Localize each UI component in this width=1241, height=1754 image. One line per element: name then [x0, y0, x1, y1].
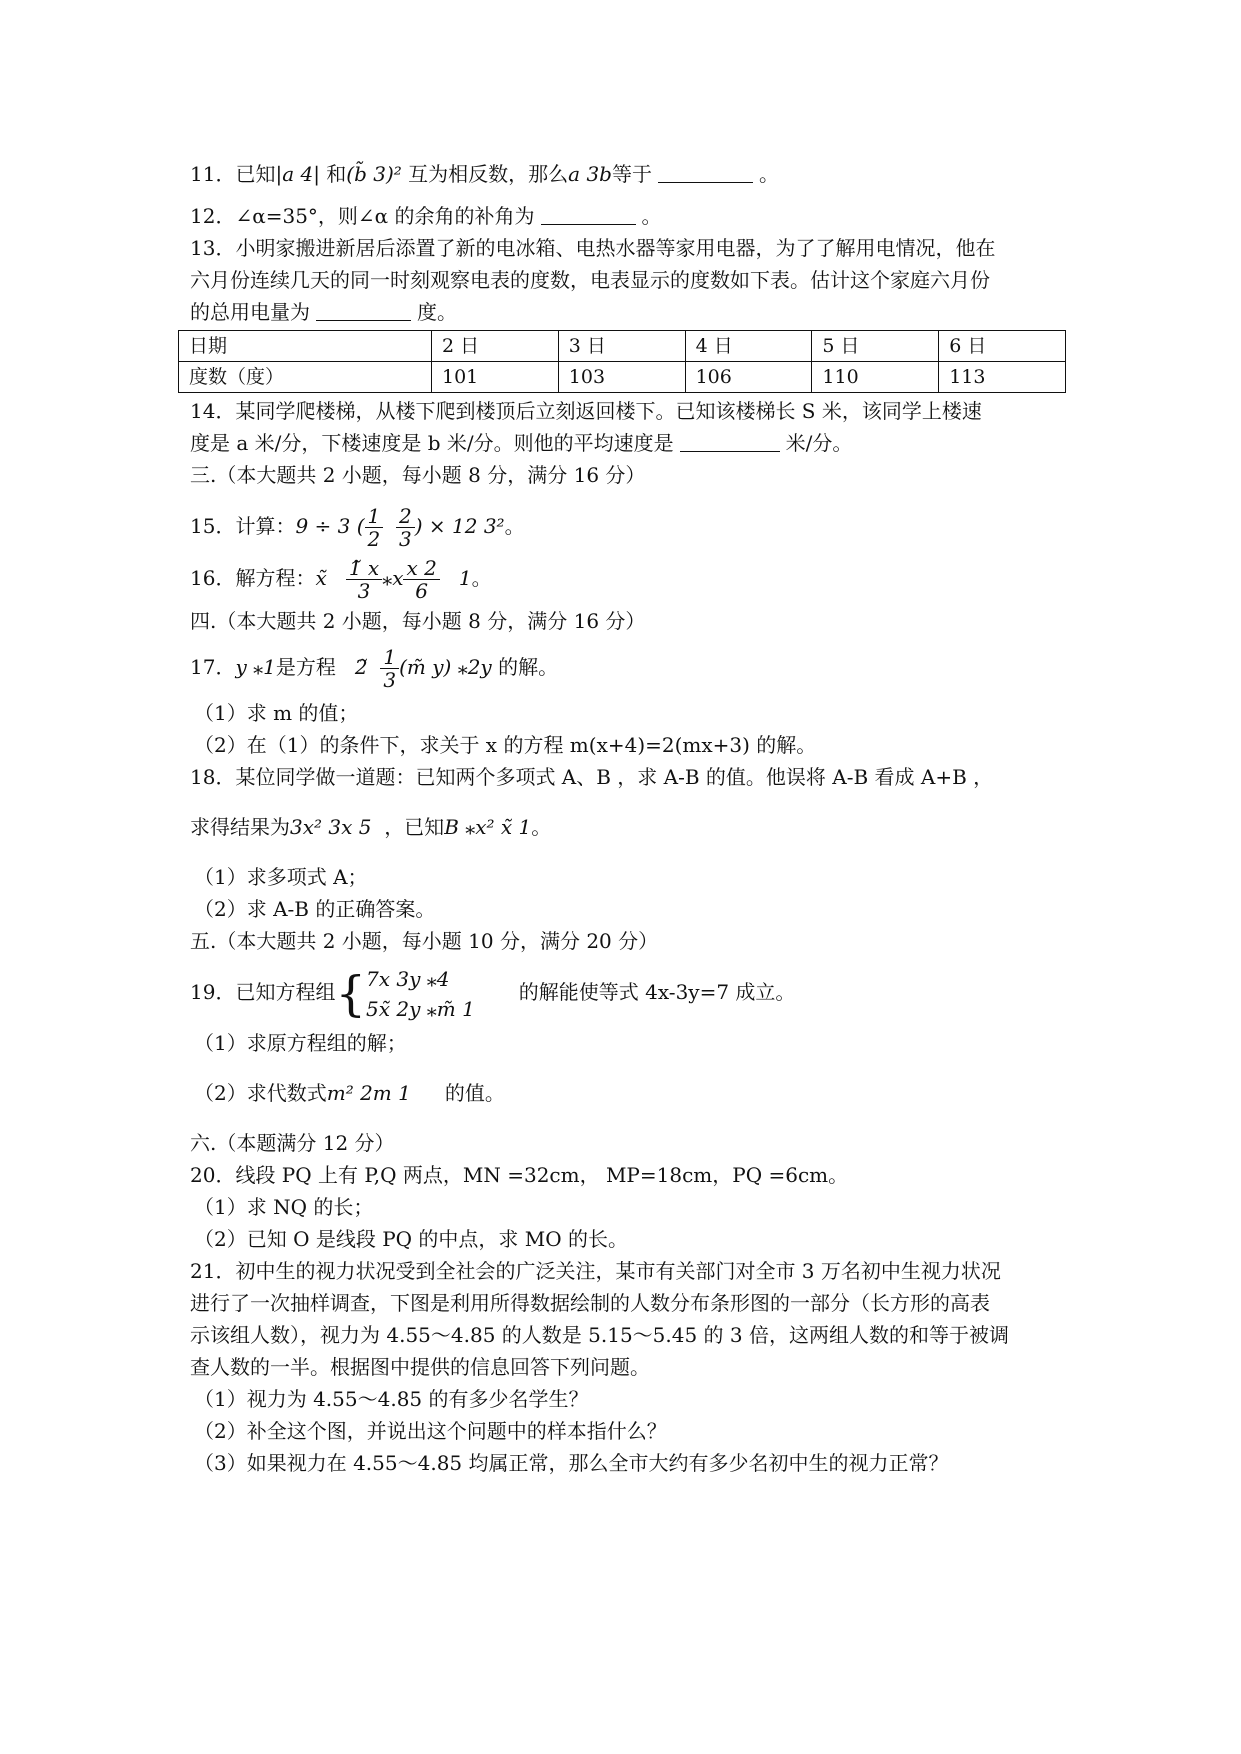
- denominator: 6: [415, 579, 429, 603]
- table-cell: 度数（度）: [179, 362, 432, 393]
- q12-answer-blank[interactable]: [541, 202, 636, 225]
- q11-answer-blank[interactable]: [658, 160, 753, 183]
- q19-2-label: （2）求代数式: [194, 1081, 327, 1105]
- table-header-row: [179, 331, 1066, 362]
- q12-text: 12．∠α=35°，则∠α 的余角的补角为: [190, 204, 535, 228]
- q18-end: 。: [531, 815, 552, 839]
- q17-text: 是方程: [275, 655, 336, 679]
- section-5-heading: 五.（本大题共 2 小题，每小题 10 分，满分 20 分）: [190, 929, 659, 953]
- question-17-part-2: （2）在（1）的条件下，求关于 x 的方程 m(x+4)=2(mx+3) 的解。: [194, 733, 817, 757]
- table-cell: 5 日: [812, 331, 939, 362]
- q14-text: 度是 a 米/分，下楼速度是 b 米/分。则他的平均速度是: [190, 431, 674, 455]
- section-4-heading: 四.（本大题共 2 小题，每小题 8 分，满分 16 分）: [190, 609, 646, 633]
- question-11: [190, 158, 1070, 190]
- denominator: 2: [367, 527, 381, 551]
- table-cell: 110: [812, 362, 939, 393]
- question-21-line-4: 查人数的一半。根据图中提供的信息回答下列问题。: [190, 1355, 650, 1379]
- table-cell: 6 日: [939, 331, 1066, 362]
- question-21-part-2: （2）补全这个图，并说出这个问题中的样本指什么？: [194, 1419, 667, 1443]
- q11-text-equals: 等于: [611, 162, 652, 186]
- q17-math-part: (m̃ y) ⁎2y: [399, 655, 492, 679]
- q11-text-and: 和: [319, 162, 347, 186]
- q16-math-part: ⁎x: [382, 566, 404, 590]
- q14-answer-blank[interactable]: [680, 429, 780, 452]
- denominator: 3: [399, 527, 412, 551]
- question-20-part-1: （1）求 NQ 的长；: [194, 1195, 374, 1219]
- q17-math-part: y ⁎1: [235, 655, 276, 679]
- table-cell: 113: [939, 362, 1066, 393]
- q11-text-end: 。: [758, 162, 779, 186]
- q19-2-math: m² 2m 1: [326, 1081, 411, 1105]
- table-cell: 日期: [179, 331, 432, 362]
- question-19-part-1: （1）求原方程组的解；: [194, 1031, 407, 1055]
- electricity-table: [178, 330, 1066, 393]
- q15-math-part: ) × 12 3²: [414, 514, 505, 538]
- table-row: [179, 362, 1066, 393]
- section-6-heading: 六.（本题满分 12 分）: [190, 1131, 395, 1155]
- q16-math-part: 1: [458, 566, 472, 590]
- question-21-line-1: 21．初中生的视力状况受到全社会的广泛关注，某市有关部门对全市 3 万名初中生视力状况: [190, 1259, 1001, 1283]
- question-21-line-3: 示该组人数），视力为 4.55～4.85 的人数是 5.15～5.45 的 3 倍，这两组人数的和等于被调: [190, 1323, 1009, 1347]
- q17-label: 17．: [190, 655, 236, 679]
- q15-math-part: 9 ÷ 3 (: [295, 514, 365, 538]
- section-3-heading: 三.（本大题共 2 小题，每小题 8 分，满分 16 分）: [190, 463, 646, 487]
- brace-icon: {: [335, 965, 366, 1022]
- question-13-line-1: 13．小明家搬进新居后添置了新的电冰箱、电热水器等家用电器，为了了解用电情况，他在: [190, 236, 996, 260]
- q11-math-abs: |a 4|: [275, 162, 320, 186]
- table-cell: 101: [432, 362, 559, 393]
- question-13-line-2: 六月份连续几天的同一时刻观察电表的度数，电表显示的度数如下表。估计这个家庭六月份: [190, 268, 990, 292]
- table-cell: 3 日: [558, 331, 685, 362]
- q11-math-expr: a 3b: [568, 162, 612, 186]
- exam-page: [190, 158, 1070, 1479]
- denominator: 3: [383, 668, 397, 692]
- q16-fraction-2: [403, 557, 439, 602]
- q15-fraction-1: [365, 505, 384, 550]
- question-21-part-1: （1）视力为 4.55～4.85 的有多少名学生？: [194, 1387, 589, 1411]
- numerator: 1: [365, 505, 384, 528]
- q17-text-end: 的解。: [491, 655, 559, 679]
- q19-label: 19．已知方程组: [190, 980, 336, 1004]
- question-13-line-3: [190, 296, 1070, 328]
- q13-text: 的总用电量为: [190, 300, 310, 324]
- question-15: [190, 501, 1070, 551]
- table-cell: 103: [558, 362, 685, 393]
- question-21-part-3: （3）如果视力在 4.55～4.85 均属正常，那么全市大约有多少名初中生的视力正常？: [194, 1451, 949, 1475]
- q19-equation-system: [366, 964, 475, 1024]
- table-cell: 106: [685, 362, 812, 393]
- question-12: [190, 200, 1070, 232]
- question-21-line-2: 进行了一次抽样调查，下图是利用所得数据绘制的人数分布条形图的一部分（长方形的高表: [190, 1291, 990, 1315]
- question-19-part-2: [190, 1077, 1070, 1109]
- q13-unit: 度。: [417, 300, 457, 324]
- q18-math-b: B ⁎x² x̃ 1: [444, 815, 532, 839]
- q18-text: 求得结果为: [190, 815, 290, 839]
- q17-fraction: [380, 646, 399, 691]
- q12-text-end: 。: [641, 204, 662, 228]
- question-20-part-2: （2）已知 O 是线段 PQ 的中点，求 MO 的长。: [194, 1227, 628, 1251]
- question-14-line-1: 14．某同学爬楼梯，从楼下爬到楼顶后立刻返回楼下。已知该楼梯长 S 米，该同学上楼速: [190, 399, 982, 423]
- q18-math-result: 3x² 3x 5: [290, 815, 372, 839]
- question-17-part-1: （1）求 m 的值；: [194, 701, 359, 725]
- q11-math-square: (b̃ 3)²: [346, 162, 402, 186]
- q19-2-text: 的值。: [444, 1081, 505, 1105]
- q15-end: 。: [504, 514, 525, 538]
- question-18-part-2: （2）求 A-B 的正确答案。: [194, 897, 436, 921]
- q16-label: 16．解方程：: [190, 566, 316, 590]
- q19-equation-2: 5x̃ 2y ⁎m̃ 1: [366, 996, 475, 1021]
- q16-end: 。: [471, 566, 492, 590]
- q13-answer-blank[interactable]: [316, 298, 411, 321]
- q11-text-then: 互为相反数，那么: [401, 162, 569, 186]
- q19-equation-1: 7x 3y ⁎4: [366, 966, 450, 991]
- q16-math-part: x̃: [315, 566, 327, 590]
- table-cell: 2 日: [432, 331, 559, 362]
- numerator: 1̃ x: [346, 557, 382, 580]
- q14-unit: 米/分。: [785, 431, 853, 455]
- q11-text: 11．已知: [190, 162, 276, 186]
- q15-label: 15．计算：: [190, 514, 296, 538]
- question-17: [190, 637, 1070, 697]
- numerator: x 2: [403, 557, 439, 580]
- numerator: 2: [396, 505, 415, 528]
- q16-fraction-1: [346, 557, 382, 602]
- q19-text: 的解能使等式 4x-3y=7 成立。: [518, 980, 796, 1004]
- question-18-part-1: （1）求多项式 A；: [194, 865, 368, 889]
- table-cell: 4 日: [685, 331, 812, 362]
- q17-math-part: 2̃: [354, 655, 368, 679]
- question-20: 20．线段 PQ 上有 P,Q 两点，MN =32cm， MP=18cm，PQ =6cm。: [190, 1163, 849, 1187]
- numerator: 1: [380, 646, 399, 669]
- q18-text-given: ，已知: [384, 815, 445, 839]
- question-19: [190, 957, 1070, 1027]
- denominator: 3: [357, 579, 371, 603]
- question-16: [190, 551, 1070, 605]
- question-14-line-2: [190, 427, 1070, 459]
- question-18-line-2: [190, 811, 1070, 843]
- q15-fraction-2: [396, 505, 415, 550]
- question-18-line-1: 18．某位同学做一道题：已知两个多项式 A、B ，求 A-B 的值。他误将 A-B 看成 A+B ，: [190, 765, 994, 789]
